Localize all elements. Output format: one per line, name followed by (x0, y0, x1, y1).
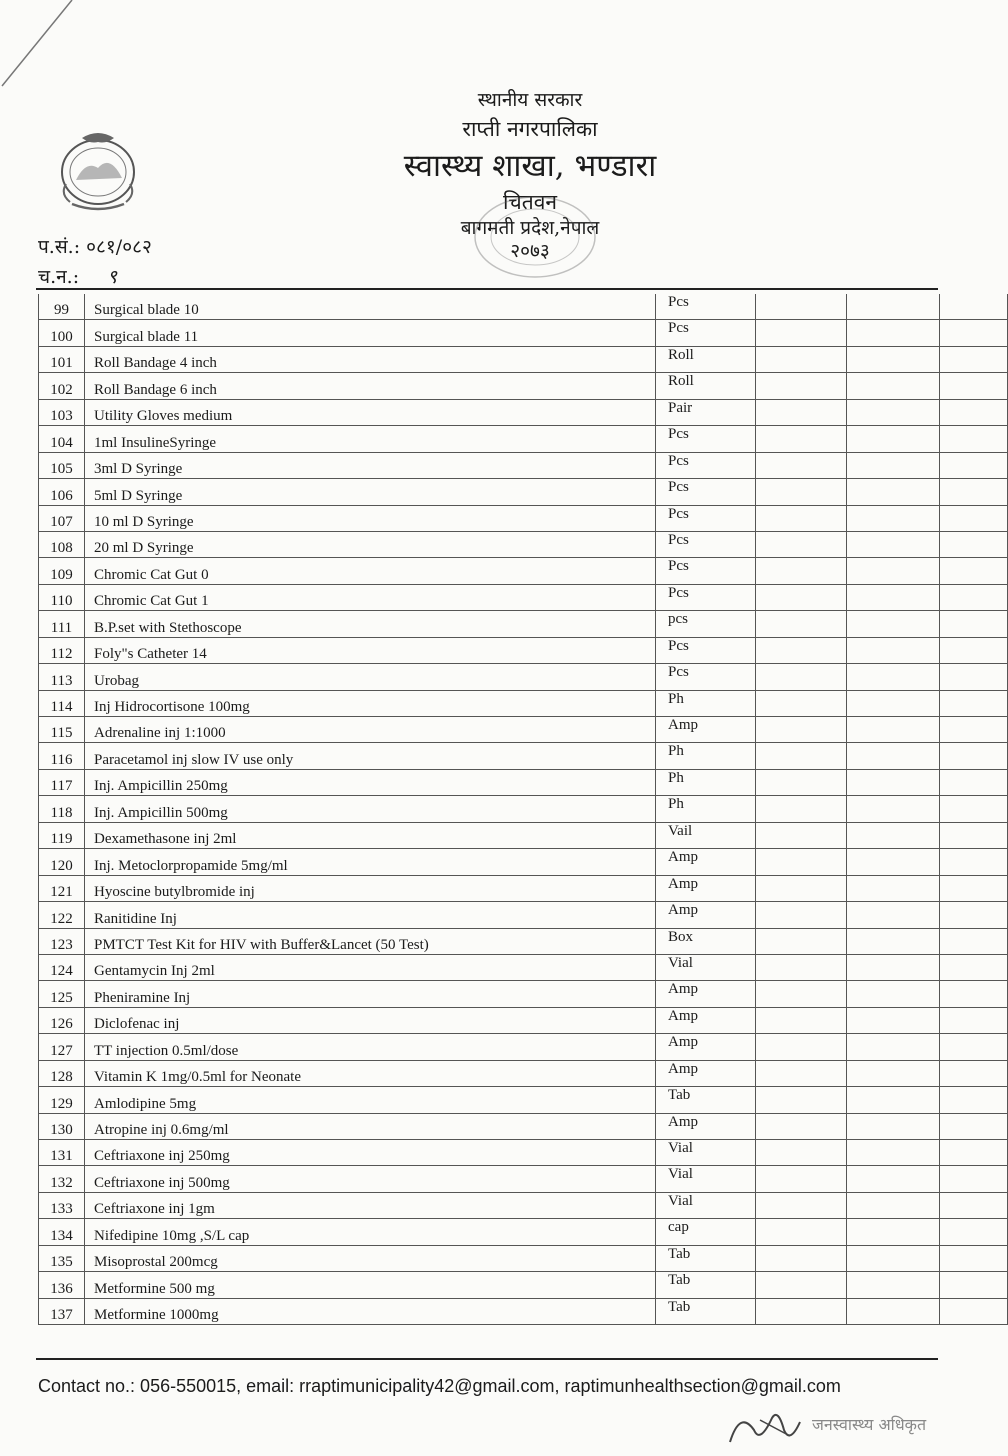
letter-number (38, 232, 152, 262)
blank-cell (847, 294, 940, 320)
blank-cell (940, 452, 1008, 478)
header-divider (36, 288, 938, 290)
item-name-cell: Surgical blade 10 (85, 294, 656, 320)
blank-cell (940, 796, 1008, 822)
blank-cell (756, 664, 847, 690)
blank-cell (940, 1166, 1008, 1192)
blank-cell (756, 1087, 847, 1113)
item-name-cell: 1ml InsulineSyringe (85, 426, 656, 452)
item-name-cell: Inj Hidrocortisone 100mg (85, 690, 656, 716)
item-name-cell: Metformine 1000mg (85, 1298, 656, 1324)
serial-number-cell: 116 (39, 743, 85, 769)
blank-cell (847, 399, 940, 425)
blank-cell (940, 690, 1008, 716)
item-name-cell: Diclofenac inj (85, 1007, 656, 1033)
item-name-cell: Metformine 500 mg (85, 1272, 656, 1298)
blank-cell (940, 584, 1008, 610)
blank-cell (940, 373, 1008, 399)
blank-cell (847, 769, 940, 795)
table-row (39, 1087, 1008, 1113)
unit-cell: Amp (656, 1113, 756, 1139)
table-row (39, 558, 1008, 584)
serial-number-cell: 121 (39, 875, 85, 901)
blank-cell (756, 1166, 847, 1192)
serial-number-cell: 119 (39, 822, 85, 848)
blank-cell (756, 902, 847, 928)
signature-caption: जनस्वास्थ्य अधिकृत (812, 1415, 927, 1434)
blank-cell (940, 822, 1008, 848)
serial-number-cell: 117 (39, 769, 85, 795)
header-local-government: स्थानीय सरकार (477, 89, 583, 111)
item-name-cell: 5ml D Syringe (85, 479, 656, 505)
blank-cell (847, 690, 940, 716)
item-name-cell: Roll Bandage 6 inch (85, 373, 656, 399)
blank-cell (940, 928, 1008, 954)
unit-cell: Pcs (656, 294, 756, 320)
blank-cell (847, 346, 940, 372)
item-name-cell: Ceftriaxone inj 250mg (85, 1140, 656, 1166)
serial-number-cell: 135 (39, 1245, 85, 1271)
table-row (39, 1060, 1008, 1086)
table-row (39, 373, 1008, 399)
item-name-cell: Ranitidine Inj (85, 902, 656, 928)
item-name-cell: Urobag (85, 664, 656, 690)
blank-cell (756, 954, 847, 980)
blank-cell (847, 1060, 940, 1086)
table-row (39, 981, 1008, 1007)
letter-number-value: ०८१/०८२ (86, 236, 152, 258)
table-row (39, 1113, 1008, 1139)
table-row (39, 1192, 1008, 1218)
table-row (39, 690, 1008, 716)
blank-cell (756, 479, 847, 505)
blank-cell (847, 822, 940, 848)
header-district: चितवन (502, 190, 558, 214)
unit-cell: Box (656, 928, 756, 954)
unit-cell: Amp (656, 1060, 756, 1086)
blank-cell (756, 399, 847, 425)
table-row (39, 584, 1008, 610)
serial-number-cell: 128 (39, 1060, 85, 1086)
blank-cell (940, 1245, 1008, 1271)
blank-cell (756, 822, 847, 848)
item-name-cell: 10 ml D Syringe (85, 505, 656, 531)
serial-number-cell: 105 (39, 452, 85, 478)
blank-cell (940, 611, 1008, 637)
header-health-section: स्वास्थ्य शाखा, भण्डारा (403, 148, 657, 184)
unit-cell: Pcs (656, 637, 756, 663)
unit-cell: Ph (656, 769, 756, 795)
unit-cell: Tab (656, 1245, 756, 1271)
blank-cell (756, 320, 847, 346)
blank-cell (940, 1140, 1008, 1166)
unit-cell: Pcs (656, 426, 756, 452)
table-row (39, 320, 1008, 346)
signature-icon (720, 1400, 927, 1456)
item-name-cell: Inj. Metoclorpropamide 5mg/ml (85, 849, 656, 875)
blank-cell (847, 1113, 940, 1139)
blank-cell (756, 1298, 847, 1324)
blank-cell (756, 346, 847, 372)
serial-number-cell: 101 (39, 346, 85, 372)
unit-cell: Vial (656, 1192, 756, 1218)
blank-cell (756, 1034, 847, 1060)
blank-cell (847, 637, 940, 663)
blank-cell (847, 664, 940, 690)
letter-number-label: प.सं.: (38, 236, 81, 258)
unit-cell: Pcs (656, 664, 756, 690)
item-name-cell: Roll Bandage 4 inch (85, 346, 656, 372)
blank-cell (847, 849, 940, 875)
blank-cell (940, 479, 1008, 505)
blank-cell (756, 796, 847, 822)
blank-cell (940, 1060, 1008, 1086)
item-name-cell: 3ml D Syringe (85, 452, 656, 478)
blank-cell (847, 796, 940, 822)
blank-cell (847, 743, 940, 769)
blank-cell (940, 637, 1008, 663)
unit-cell: Amp (656, 717, 756, 743)
office-stamp-icon (470, 192, 600, 282)
blank-cell (756, 584, 847, 610)
unit-cell: Pcs (656, 531, 756, 557)
blank-cell (940, 1272, 1008, 1298)
unit-cell: Pcs (656, 505, 756, 531)
table-row (39, 1245, 1008, 1271)
blank-cell (940, 399, 1008, 425)
table-row (39, 743, 1008, 769)
items-table-body (39, 294, 1008, 1325)
serial-number-cell: 107 (39, 505, 85, 531)
item-name-cell: Misoprostal 200mcg (85, 1245, 656, 1271)
blank-cell (847, 452, 940, 478)
item-name-cell: Nifedipine 10mg ,S/L cap (85, 1219, 656, 1245)
blank-cell (756, 743, 847, 769)
blank-cell (940, 1087, 1008, 1113)
unit-cell: Vail (656, 822, 756, 848)
table-row (39, 637, 1008, 663)
blank-cell (847, 1245, 940, 1271)
blank-cell (756, 1007, 847, 1033)
header-year: २०७३ (510, 240, 550, 262)
unit-cell: Pcs (656, 558, 756, 584)
serial-number-cell: 106 (39, 479, 85, 505)
table-row (39, 1007, 1008, 1033)
item-name-cell: Foly"s Catheter 14 (85, 637, 656, 663)
unit-cell: Pair (656, 399, 756, 425)
blank-cell (756, 558, 847, 584)
blank-cell (940, 426, 1008, 452)
table-row (39, 426, 1008, 452)
blank-cell (940, 954, 1008, 980)
unit-cell: Vial (656, 954, 756, 980)
item-name-cell: Hyoscine butylbromide inj (85, 875, 656, 901)
item-name-cell: Dexamethasone inj 2ml (85, 822, 656, 848)
blank-cell (847, 531, 940, 557)
serial-number-cell: 131 (39, 1140, 85, 1166)
blank-cell (847, 1007, 940, 1033)
serial-number-cell: 99 (39, 294, 85, 320)
serial-number-cell: 133 (39, 1192, 85, 1218)
blank-cell (940, 717, 1008, 743)
table-row (39, 822, 1008, 848)
table-row (39, 928, 1008, 954)
blank-cell (756, 505, 847, 531)
table-row (39, 294, 1008, 320)
table-row (39, 1219, 1008, 1245)
serial-number-cell: 124 (39, 954, 85, 980)
blank-cell (847, 611, 940, 637)
unit-cell: Amp (656, 849, 756, 875)
serial-number-cell: 134 (39, 1219, 85, 1245)
serial-number-cell: 109 (39, 558, 85, 584)
blank-cell (756, 531, 847, 557)
blank-cell (940, 875, 1008, 901)
blank-cell (756, 373, 847, 399)
header-province: बागमती प्रदेश,नेपाल (460, 217, 600, 239)
blank-cell (756, 1245, 847, 1271)
table-row (39, 1298, 1008, 1324)
blank-cell (756, 981, 847, 1007)
item-name-cell: Pheniramine Inj (85, 981, 656, 1007)
table-row (39, 1166, 1008, 1192)
item-name-cell: TT injection 0.5ml/dose (85, 1034, 656, 1060)
unit-cell: Amp (656, 981, 756, 1007)
blank-cell (756, 294, 847, 320)
unit-cell: Pcs (656, 584, 756, 610)
serial-number-cell: 103 (39, 399, 85, 425)
table-row (39, 849, 1008, 875)
serial-number-cell: 129 (39, 1087, 85, 1113)
table-row (39, 505, 1008, 531)
serial-number-cell: 120 (39, 849, 85, 875)
unit-cell: Pcs (656, 320, 756, 346)
unit-cell: Pcs (656, 452, 756, 478)
unit-cell: Tab (656, 1272, 756, 1298)
item-name-cell: Atropine inj 0.6mg/ml (85, 1113, 656, 1139)
table-row (39, 399, 1008, 425)
serial-number-cell: 111 (39, 611, 85, 637)
serial-number-cell: 123 (39, 928, 85, 954)
blank-cell (756, 452, 847, 478)
serial-number-cell: 100 (39, 320, 85, 346)
contact-line: Contact no.: 056-550015, email: rraptimunicipality42@gmail.com, raptimunhealthsection@gmail.com (38, 1376, 841, 1396)
blank-cell (940, 1113, 1008, 1139)
serial-number-cell: 112 (39, 637, 85, 663)
table-row (39, 769, 1008, 795)
table-row (39, 1140, 1008, 1166)
blank-cell (756, 769, 847, 795)
blank-cell (847, 1272, 940, 1298)
table-row (39, 1034, 1008, 1060)
unit-cell: Amp (656, 902, 756, 928)
item-name-cell: PMTCT Test Kit for HIV with Buffer&Lancet (50 Test) (85, 928, 656, 954)
blank-cell (847, 1140, 940, 1166)
blank-cell (940, 1007, 1008, 1033)
blank-cell (940, 1192, 1008, 1218)
corner-line (0, 0, 80, 90)
blank-cell (940, 981, 1008, 1007)
blank-cell (940, 1034, 1008, 1060)
table-row (39, 875, 1008, 901)
blank-cell (940, 294, 1008, 320)
serial-number-cell: 108 (39, 531, 85, 557)
blank-cell (756, 426, 847, 452)
item-name-cell: Ceftriaxone inj 1gm (85, 1192, 656, 1218)
blank-cell (847, 1034, 940, 1060)
item-name-cell: Inj. Ampicillin 250mg (85, 769, 656, 795)
table-row (39, 531, 1008, 557)
blank-cell (756, 1060, 847, 1086)
unit-cell: Amp (656, 1034, 756, 1060)
serial-number-cell: 113 (39, 664, 85, 690)
blank-cell (847, 426, 940, 452)
unit-cell: Tab (656, 1087, 756, 1113)
dispatch-number-value: ९ (107, 266, 118, 288)
unit-cell: Ph (656, 743, 756, 769)
footer-divider (36, 1358, 938, 1360)
dispatch-number-label: च.न.: (38, 266, 80, 288)
blank-cell (940, 531, 1008, 557)
item-name-cell: Vitamin K 1mg/0.5ml for Neonate (85, 1060, 656, 1086)
serial-number-cell: 115 (39, 717, 85, 743)
table-row (39, 717, 1008, 743)
blank-cell (756, 1272, 847, 1298)
blank-cell (756, 849, 847, 875)
serial-number-cell: 136 (39, 1272, 85, 1298)
unit-cell: Tab (656, 1298, 756, 1324)
item-name-cell: Chromic Cat Gut 1 (85, 584, 656, 610)
blank-cell (847, 1298, 940, 1324)
blank-cell (940, 902, 1008, 928)
item-name-cell: Amlodipine 5mg (85, 1087, 656, 1113)
blank-cell (847, 479, 940, 505)
blank-cell (847, 875, 940, 901)
blank-cell (847, 558, 940, 584)
blank-cell (940, 743, 1008, 769)
blank-cell (847, 902, 940, 928)
table-row (39, 902, 1008, 928)
serial-number-cell: 114 (39, 690, 85, 716)
table-row (39, 479, 1008, 505)
blank-cell (756, 1219, 847, 1245)
blank-cell (847, 954, 940, 980)
blank-cell (847, 1087, 940, 1113)
blank-cell (940, 1219, 1008, 1245)
blank-cell (847, 717, 940, 743)
serial-number-cell: 132 (39, 1166, 85, 1192)
blank-cell (756, 875, 847, 901)
blank-cell (847, 373, 940, 399)
unit-cell: Ph (656, 796, 756, 822)
unit-cell: Roll (656, 346, 756, 372)
item-name-cell: B.P.set with Stethoscope (85, 611, 656, 637)
item-name-cell: Surgical blade 11 (85, 320, 656, 346)
item-name-cell: Gentamycin Inj 2ml (85, 954, 656, 980)
blank-cell (847, 928, 940, 954)
blank-cell (940, 558, 1008, 584)
nepal-emblem-icon (52, 124, 144, 212)
blank-cell (847, 584, 940, 610)
item-name-cell: 20 ml D Syringe (85, 531, 656, 557)
table-row (39, 954, 1008, 980)
items-table (38, 294, 1008, 1325)
blank-cell (940, 849, 1008, 875)
blank-cell (847, 1166, 940, 1192)
unit-cell: Vial (656, 1140, 756, 1166)
blank-cell (940, 664, 1008, 690)
unit-cell: Vial (656, 1166, 756, 1192)
table-row (39, 1272, 1008, 1298)
item-name-cell: Ceftriaxone inj 500mg (85, 1166, 656, 1192)
serial-number-cell: 110 (39, 584, 85, 610)
serial-number-cell: 118 (39, 796, 85, 822)
table-row (39, 346, 1008, 372)
blank-cell (940, 320, 1008, 346)
unit-cell: pcs (656, 611, 756, 637)
blank-cell (756, 637, 847, 663)
blank-cell (847, 1192, 940, 1218)
blank-cell (756, 690, 847, 716)
blank-cell (940, 769, 1008, 795)
blank-cell (756, 1113, 847, 1139)
blank-cell (756, 717, 847, 743)
item-name-cell: Inj. Ampicillin 500mg (85, 796, 656, 822)
unit-cell: cap (656, 1219, 756, 1245)
blank-cell (940, 1298, 1008, 1324)
blank-cell (756, 928, 847, 954)
item-name-cell: Adrenaline inj 1:1000 (85, 717, 656, 743)
table-row (39, 452, 1008, 478)
serial-number-cell: 126 (39, 1007, 85, 1033)
header-municipality: राप्ती नगरपालिका (462, 117, 598, 141)
table-row (39, 796, 1008, 822)
blank-cell (847, 505, 940, 531)
blank-cell (847, 1219, 940, 1245)
blank-cell (756, 1140, 847, 1166)
unit-cell: Amp (656, 875, 756, 901)
item-name-cell: Utility Gloves medium (85, 399, 656, 425)
unit-cell: Ph (656, 690, 756, 716)
serial-number-cell: 122 (39, 902, 85, 928)
table-row (39, 611, 1008, 637)
serial-number-cell: 102 (39, 373, 85, 399)
item-name-cell: Paracetamol inj slow IV use only (85, 743, 656, 769)
blank-cell (847, 320, 940, 346)
blank-cell (940, 505, 1008, 531)
serial-number-cell: 130 (39, 1113, 85, 1139)
serial-number-cell: 104 (39, 426, 85, 452)
blank-cell (756, 1192, 847, 1218)
blank-cell (940, 346, 1008, 372)
item-name-cell: Chromic Cat Gut 0 (85, 558, 656, 584)
blank-cell (756, 611, 847, 637)
serial-number-cell: 125 (39, 981, 85, 1007)
serial-number-cell: 137 (39, 1298, 85, 1324)
serial-number-cell: 127 (39, 1034, 85, 1060)
unit-cell: Amp (656, 1007, 756, 1033)
blank-cell (847, 981, 940, 1007)
reference-block (38, 232, 152, 292)
unit-cell: Roll (656, 373, 756, 399)
table-row (39, 664, 1008, 690)
unit-cell: Pcs (656, 479, 756, 505)
